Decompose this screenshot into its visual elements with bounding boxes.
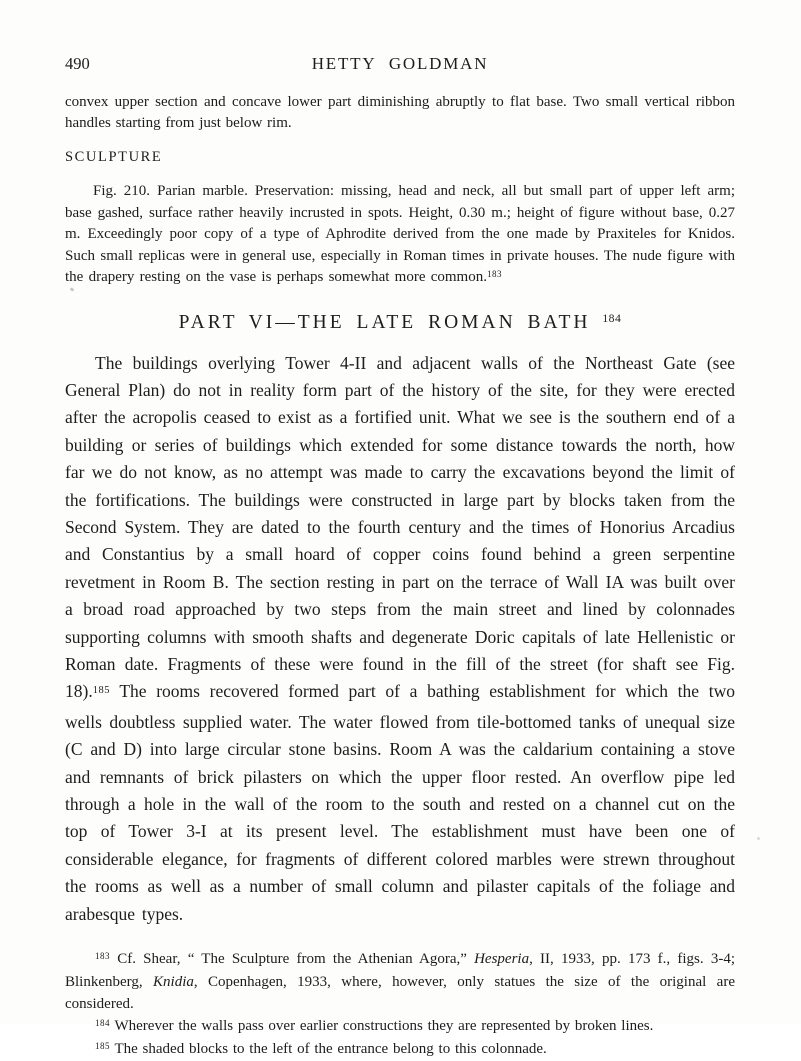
running-header: HETTY GOLDMAN [311,54,489,73]
section-heading-sculpture: SCULPTURE [65,149,163,165]
figure-210-paragraph: Fig. 210. Parian marble. Preservation: missing, head and neck, all but small part of upper left arm; base gashed, surface rather heavily incrusted in spots. Height, 0.30 m.; height of figure without base, 0.27 m. Exceedingly poor copy of a type of Aphrodite derived from the one made by Praxiteles for Knidos. Such small replicas were in general use, especially in Roman times in private houses. The nude figure with the drapery resting on the vase is perhaps somewhat more common.$^{183}$ [65,183,735,285]
footnote-184: $^{184}$ Wherever the walls pass over earlier constructions they are represented by broken lines. [95,1017,654,1035]
scan-artifact [757,837,760,840]
main-paragraph: The buildings overlying Tower 4-II and adjacent walls of the Northeast Gate (see General Plan) do not in reality form part of the history of the site, for they were erected after the acropolis ceased to exist as a fortified unit. What we see is the southern end of a building or series of buildings which extended for some distance towards the north, how far we do not know, as no attempt was made to carry the excavations beyond the limit of the fortifications. The buildings were constructed in large part by blocks taken from the Second System. They are dated to the fourth century and the times of Honorius Arcadius and Constantius by a small hoard of copper coins found behind a green serpentine revetment in Room B. The section resting in part on the terrace of Wall IA was built over a broad road approached by two steps from the main street and lined by colonnades supporting columns with smooth shafts and degenerate Doric capitals of late Hellenistic or Roman date. Fragments of these were found in the fill of the street (for shaft see Fig. 18).$^{185}$ The rooms recovered formed part of a bathing establishment for which the two wells doubtless supplied water. The water flowed from tile-bottomed tanks of unequal size (C and D) into large circular stone basins. Room A was the caldarium containing a stove and remnants of brick pilasters on which the upper floor rested. An overflow pipe led through a hole in the wall of the room to the south and rested on a channel cut on the top of Tower 3-I at its present level. The establishment must have been one of considerable elegance, for fragments of different colored marbles were strewn throughout the rooms as well as a number of small column and pilaster capitals of the foliage and arabesque types. [65,352,735,924]
footnote-183: $^{183}$ Cf. Shear, “ The Sculpture from the Athenian Agora,” Hesperia, II, 1933, pp. 173 f., figs. 3-4; Blinkenberg, Knidia, Copenhagen, 1933, where, however, only statues the size of the original are considered. [65,950,735,1013]
footnotes-block [65,948,735,1061]
footnote-185: $^{185}$ The shaded blocks to the left of the entrance belong to this colonnade. [95,1040,547,1058]
page-number: 490 [65,54,90,73]
part-vi-title: PART VI—THE LATE ROMAN BATH $^{184}$ [178,311,622,333]
continuation-paragraph: convex upper section and concave lower part diminishing abruptly to flat base. Two small vertical ribbon handles starting from just below rim. [65,94,735,131]
page-header [65,54,735,74]
